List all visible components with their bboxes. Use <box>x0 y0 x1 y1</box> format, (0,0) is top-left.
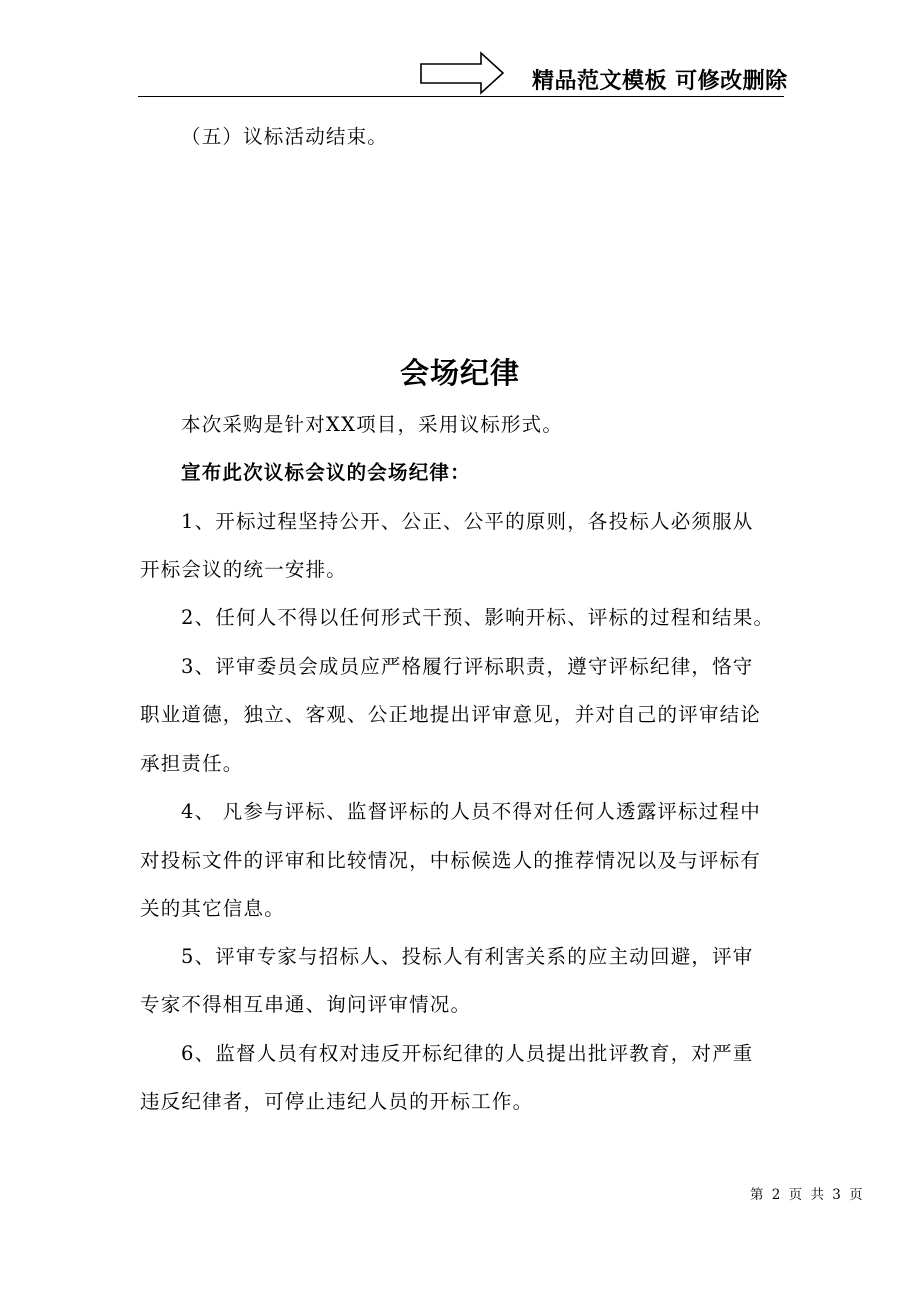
section-end-item: （五）议标活动结束。 <box>181 125 389 148</box>
intro-paragraph: 本次采购是针对XX项目，采用议标形式。 <box>181 413 564 436</box>
discipline-subheading: 宣布此次议标会议的会场纪律： <box>181 461 471 484</box>
rule-6-line-2: 违反纪律者，可停止违纪人员的开标工作。 <box>140 1090 534 1113</box>
rule-4-line-2: 对投标文件的评审和比较情况，中标候选人的推荐情况以及与评标有 <box>140 849 762 872</box>
rule-4-line-1: 4、 凡参与评标、监督评标的人员不得对任何人透露评标过程中 <box>181 800 761 823</box>
right-arrow-icon <box>419 50 505 96</box>
header-rule <box>138 96 784 97</box>
rule-4-line-3: 关的其它信息。 <box>140 897 285 920</box>
rule-3-line-3: 承担责任。 <box>140 752 244 775</box>
rule-1-line-2: 开标会议的统一安排。 <box>140 558 348 581</box>
rule-5-line-2: 专家不得相互串通、询问评审情况。 <box>140 993 472 1016</box>
rule-2-line-1: 2、任何人不得以任何形式干预、影响开标、评标的过程和结果。 <box>181 606 775 629</box>
document-title: 会场纪律 <box>399 356 520 390</box>
rule-5-line-1: 5、评审专家与招标人、投标人有利害关系的应主动回避，评审 <box>181 945 754 968</box>
rule-3-line-1: 3、评审委员会成员应严格履行评标职责，遵守评标纪律，恪守 <box>181 655 754 678</box>
page-number: 第 2 页 共 3 页 <box>750 1187 865 1203</box>
rule-6-line-1: 6、监督人员有权对违反开标纪律的人员提出批评教育，对严重 <box>181 1042 754 1065</box>
rule-3-line-2: 职业道德，独立、客观、公正地提出评审意见，并对自己的评审结论 <box>140 703 762 726</box>
rule-1-line-1: 1、开标过程坚持公开、公正、公平的原则，各投标人必须服从 <box>181 510 754 533</box>
template-label: 精品范文模板 可修改删除 <box>532 69 788 94</box>
